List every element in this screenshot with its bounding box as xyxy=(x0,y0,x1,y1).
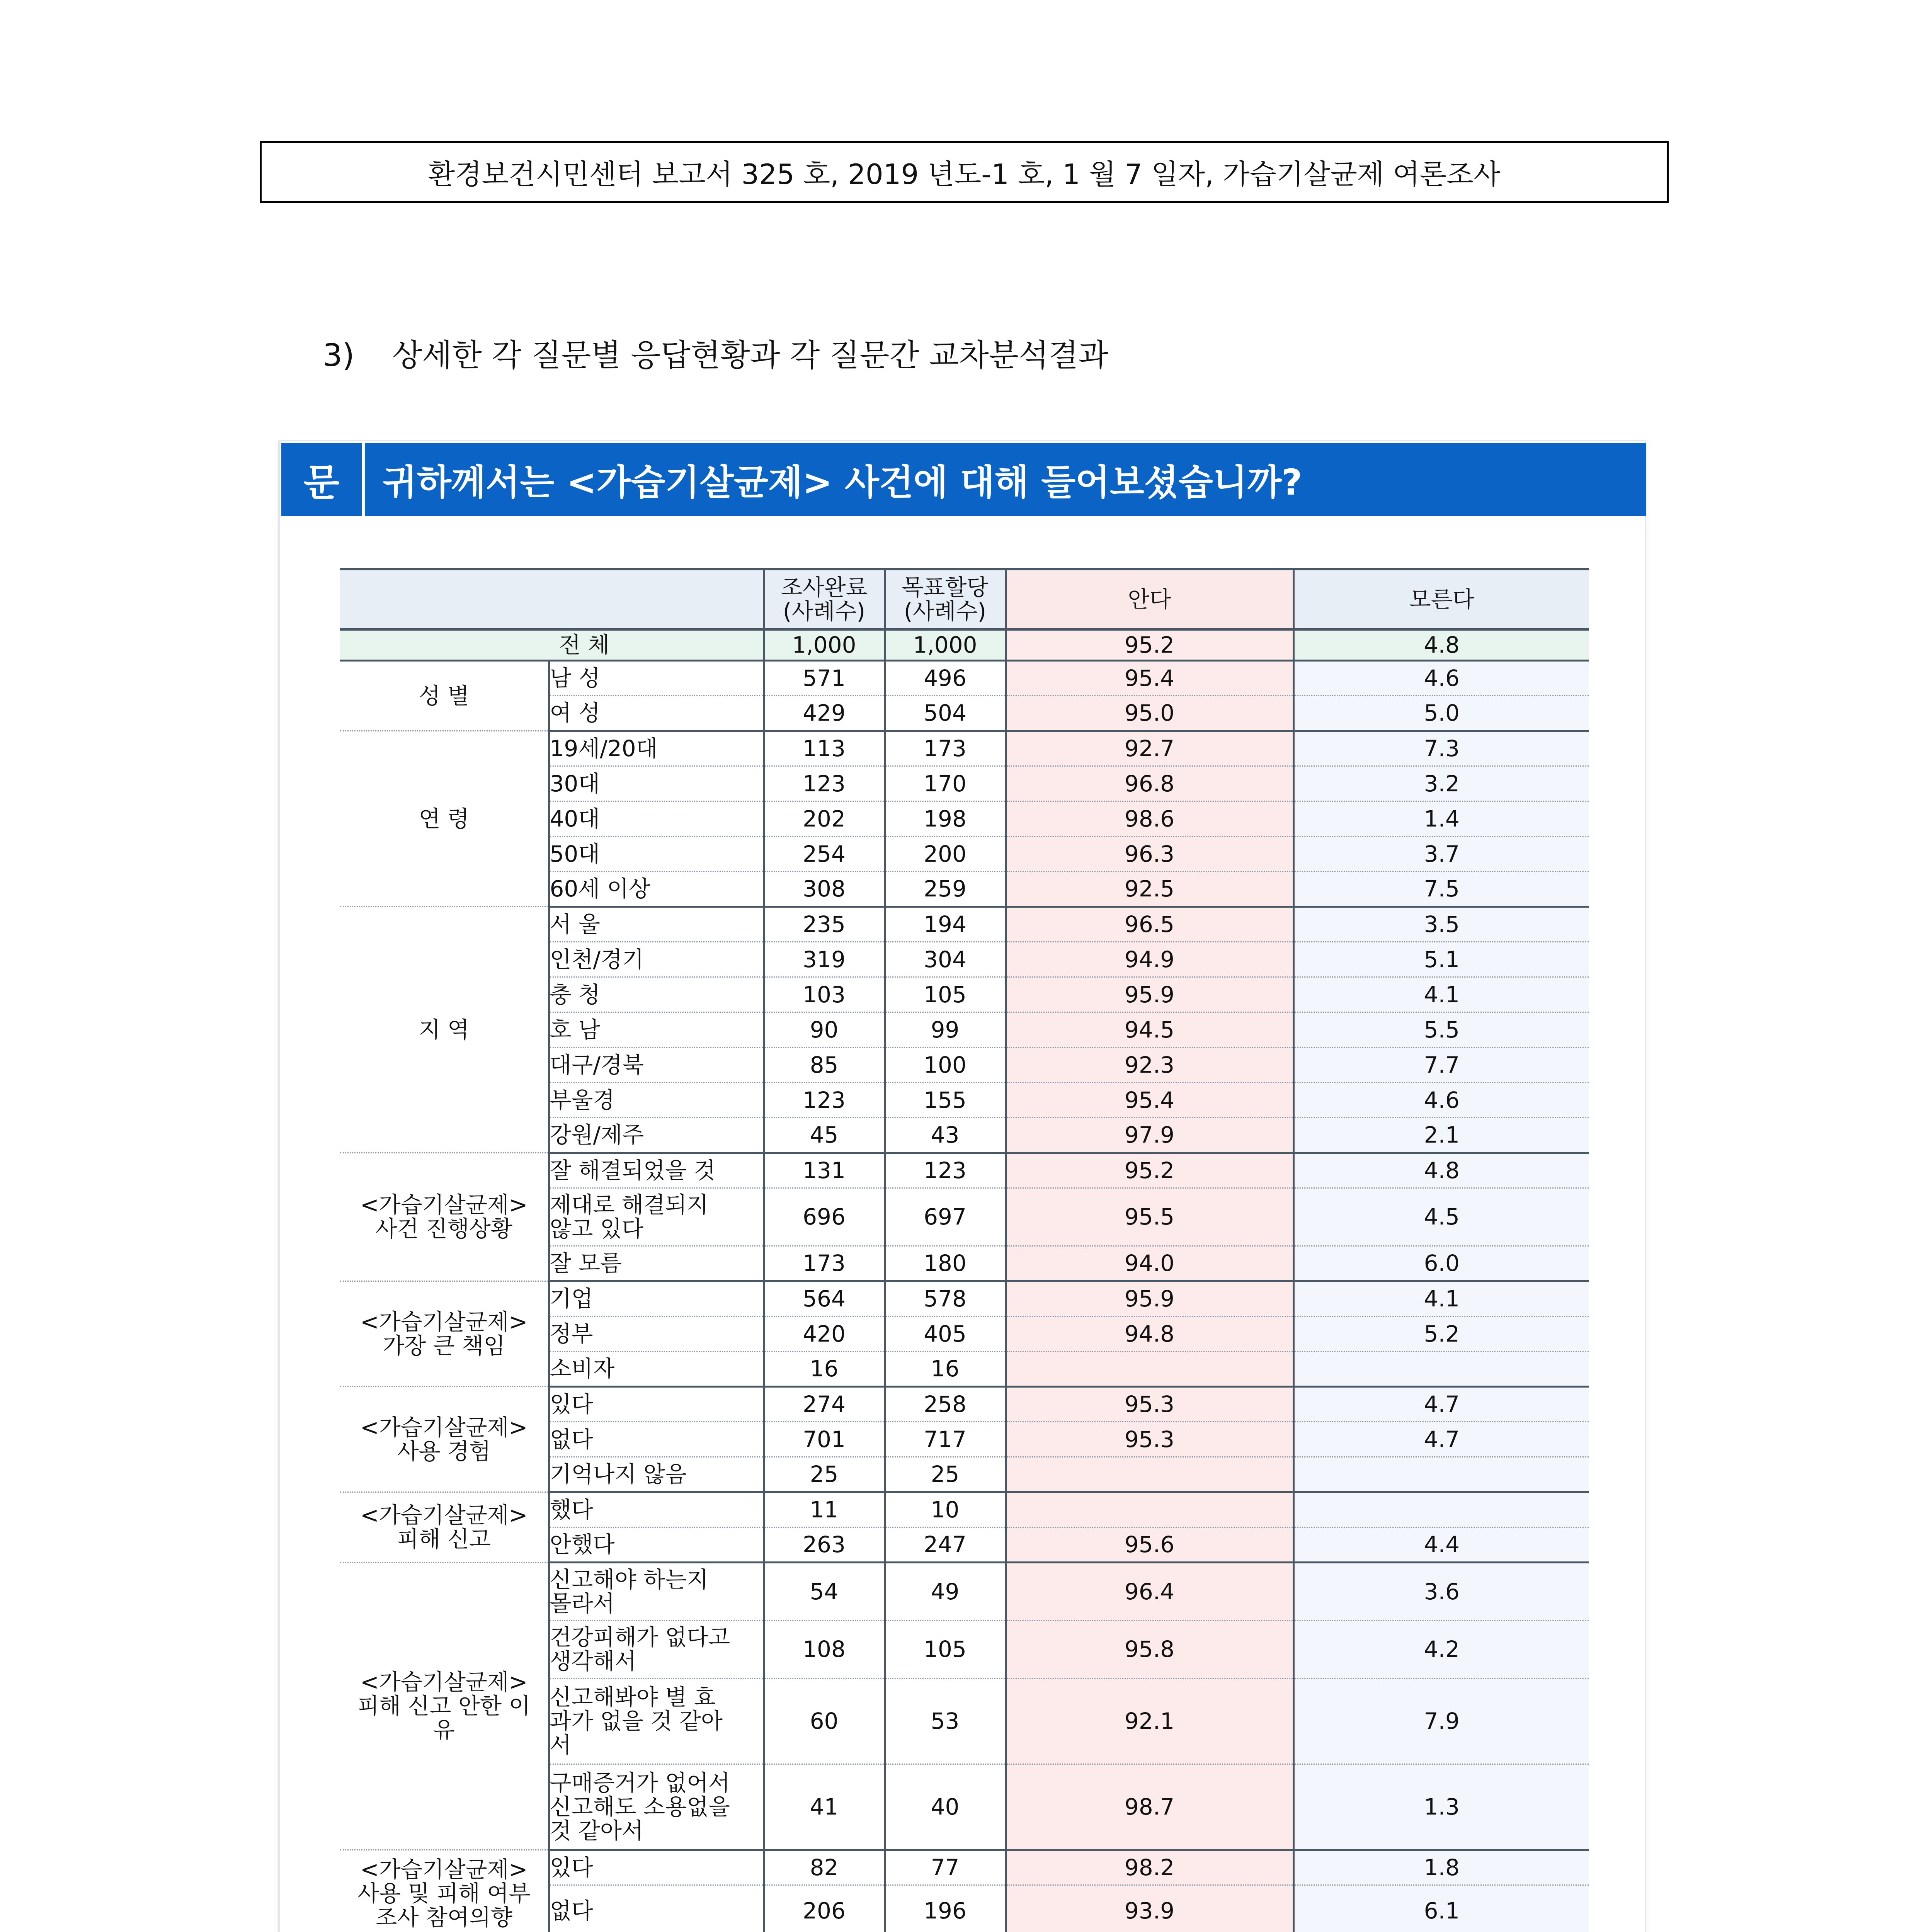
table-row: 부울경 123 155 95.4 4.6 xyxy=(340,1082,1589,1117)
table-row: <가습기살균제> 가장 큰 책임 기업 564 578 95.9 4.1 xyxy=(340,1281,1589,1316)
table-row: 호 남 90 99 94.5 5.5 xyxy=(340,1012,1589,1047)
header-target: 목표할당 (사례수) xyxy=(885,569,1006,629)
table-row: 정부 420 405 94.8 5.2 xyxy=(340,1316,1589,1351)
table-row: <가습기살균제> 사용 및 피해 여부 조사 참여의향 있다 82 77 98.2 1.8 xyxy=(340,1850,1589,1885)
table-row: <가습기살균제> 피해 신고 안한 이 유 신고해야 하는지 몰라서 54 49 96.4 3.6 xyxy=(340,1562,1589,1620)
question-text: 귀하께서는 <가습기살균제> 사건에 대해 들어보셨습니까? xyxy=(383,462,1302,503)
table-row: 없다 206 196 93.9 6.1 xyxy=(340,1885,1589,1932)
table-row: 40대 202 198 98.6 1.4 xyxy=(340,801,1589,836)
table-row: 건강피해가 없다고 생각해서 108 105 95.8 4.2 xyxy=(340,1620,1589,1678)
question-label: 문 xyxy=(281,443,365,516)
table-row: 안했다 263 247 95.6 4.4 xyxy=(340,1527,1589,1562)
table-row: 지 역 서 울 235 194 96.5 3.5 xyxy=(340,906,1589,942)
table-header-row xyxy=(340,569,1589,629)
group-label-no-report-reason: <가습기살균제> 피해 신고 안한 이 유 xyxy=(340,1562,549,1850)
table-row: 강원/제주 45 43 97.9 2.1 xyxy=(340,1117,1589,1153)
section-title: 상세한 각 질문별 응답현황과 각 질문간 교차분석결과 xyxy=(392,337,1108,373)
header-blank xyxy=(340,569,764,629)
group-label-gender: 성 별 xyxy=(340,660,549,731)
table-row: 30대 123 170 96.8 3.2 xyxy=(340,766,1589,801)
table-row: 대구/경북 85 100 92.3 7.7 xyxy=(340,1047,1589,1082)
group-label-usage: <가습기살균제> 사용 경험 xyxy=(340,1386,549,1492)
table-row: 60세 이상 308 259 92.5 7.5 xyxy=(340,871,1589,906)
table-row: <가습기살균제> 사건 진행상황 잘 해결되었을 것 131 123 95.2 4.8 xyxy=(340,1153,1589,1188)
group-label-participation: <가습기살균제> 사용 및 피해 여부 조사 참여의향 xyxy=(340,1850,549,1932)
report-header-text: 환경보건시민센터 보고서 325 호, 2019 년도-1 호, 1 월 7 일자, 가습기살균제 여론조사 xyxy=(428,158,1501,190)
table-row: 신고해봐야 별 효 과가 없을 것 같아 서 60 53 92.1 7.9 xyxy=(340,1678,1589,1764)
header-completed: 조사완료 (사례수) xyxy=(764,569,885,629)
table-row: 충 청 103 105 95.9 4.1 xyxy=(340,977,1589,1012)
section-number: 3) xyxy=(323,337,355,373)
table-row: 여 성 429 504 95.0 5.0 xyxy=(340,696,1589,731)
report-header xyxy=(260,141,1669,203)
table-row: <가습기살균제> 피해 신고 했다 11 10 xyxy=(340,1492,1589,1527)
table-row: 기억나지 않음 25 25 xyxy=(340,1457,1589,1492)
table-row: 소비자 16 16 xyxy=(340,1351,1589,1386)
group-label-progress: <가습기살균제> 사건 진행상황 xyxy=(340,1153,549,1281)
group-label-age: 연 령 xyxy=(340,731,549,906)
header-know: 안다 xyxy=(1006,569,1293,629)
survey-table xyxy=(340,568,1589,1932)
table-row: 50대 254 200 96.3 3.7 xyxy=(340,836,1589,871)
table-row: 성 별 남 성 571 496 95.4 4.6 xyxy=(340,660,1589,696)
section-heading xyxy=(323,330,1108,375)
table-row: <가습기살균제> 사용 경험 있다 274 258 95.3 4.7 xyxy=(340,1386,1589,1422)
table-row: 없다 701 717 95.3 4.7 xyxy=(340,1422,1589,1457)
header-dont-know: 모른다 xyxy=(1293,569,1589,629)
group-label-responsibility: <가습기살균제> 가장 큰 책임 xyxy=(340,1281,549,1386)
table-row: 제대로 해결되지 않고 있다 696 697 95.5 4.5 xyxy=(340,1188,1589,1246)
group-label-region: 지 역 xyxy=(340,906,549,1153)
table-row: 연 령 19세/20대 113 173 92.7 7.3 xyxy=(340,731,1589,766)
table-row: 구매증거가 없어서 신고해도 소용없을 것 같아서 41 40 98.7 1.3 xyxy=(340,1764,1589,1850)
question-banner xyxy=(281,443,1646,516)
total-row: 전 체 1,000 1,000 95.2 4.8 xyxy=(340,629,1589,660)
group-label-report: <가습기살균제> 피해 신고 xyxy=(340,1492,549,1562)
table-row: 인천/경기 319 304 94.9 5.1 xyxy=(340,942,1589,977)
table-row: 잘 모름 173 180 94.0 6.0 xyxy=(340,1246,1589,1281)
